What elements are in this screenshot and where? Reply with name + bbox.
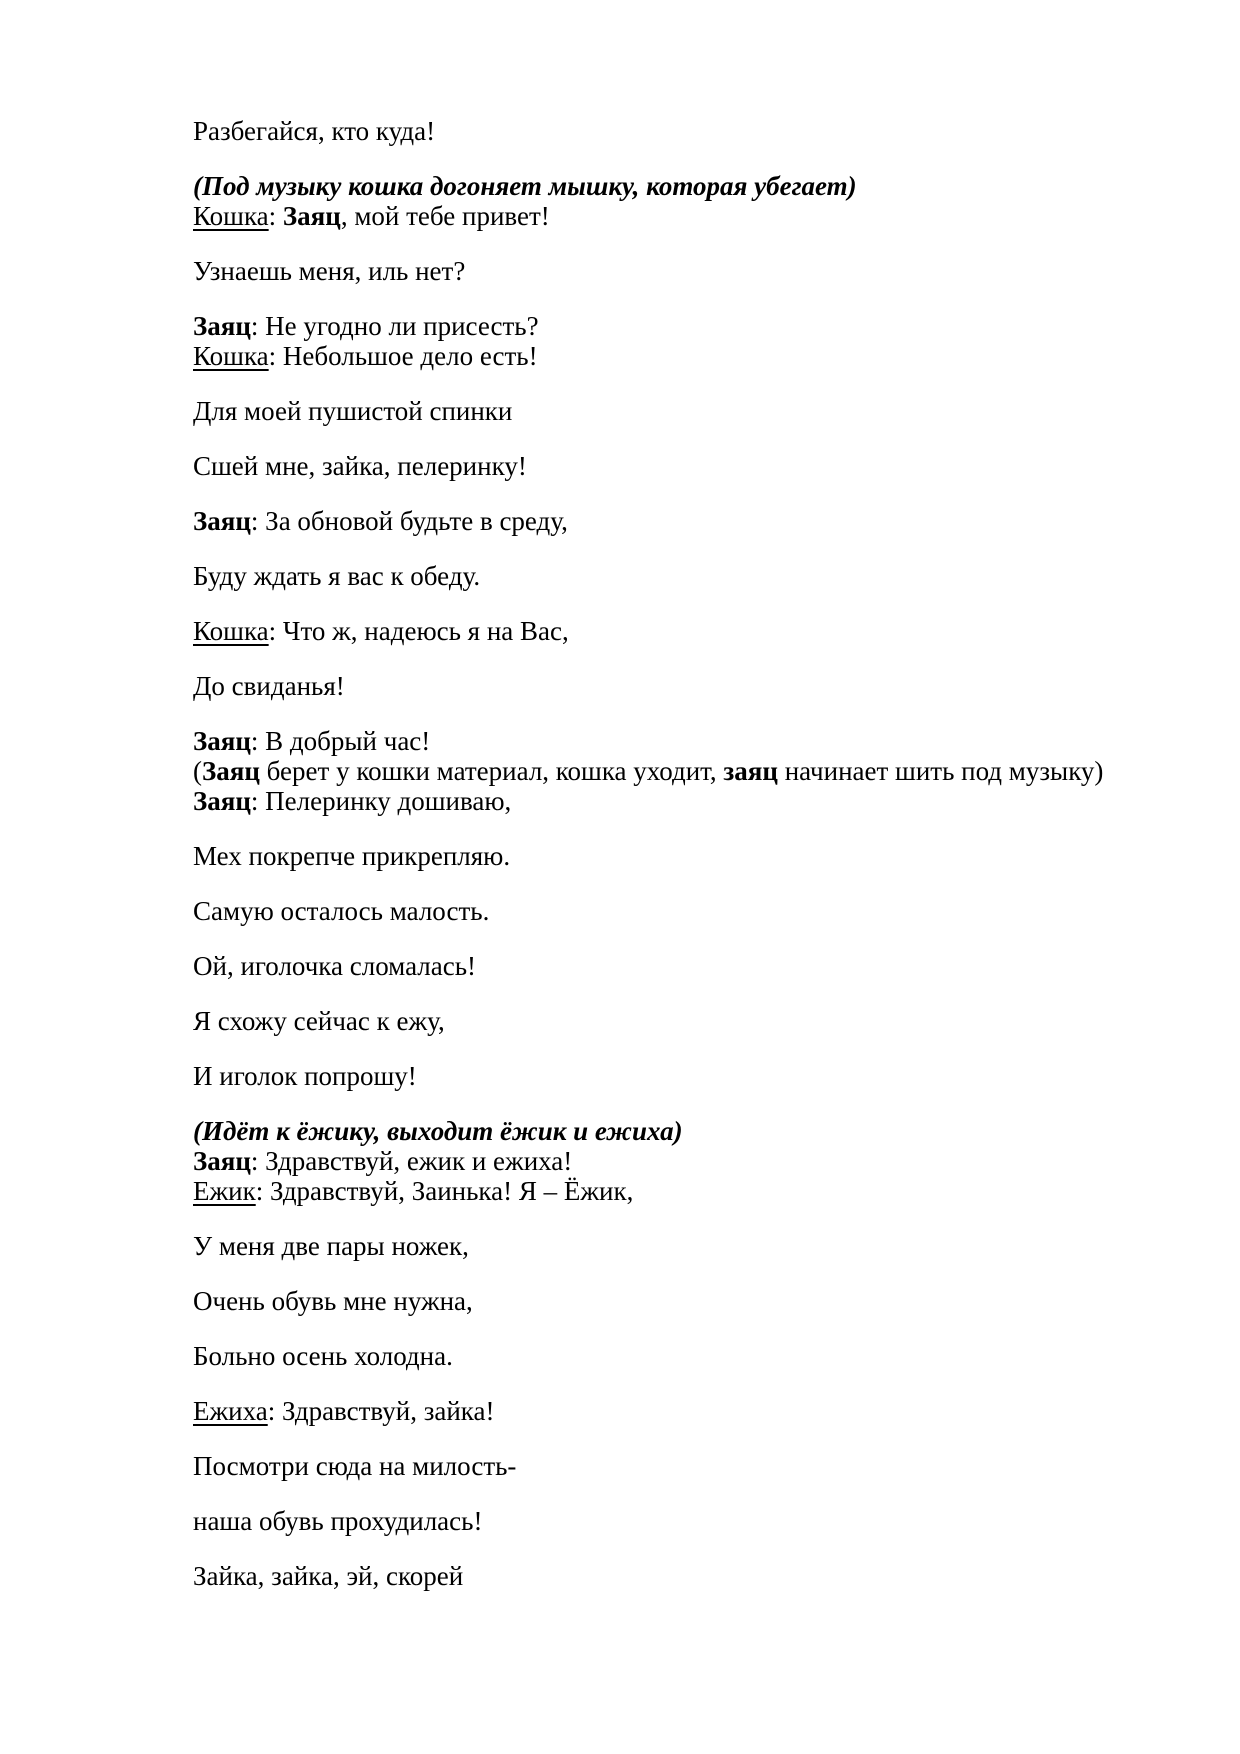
text-run: До свиданья! <box>193 671 345 701</box>
script-line <box>193 256 1200 286</box>
paragraph <box>193 1451 1200 1481</box>
script-line <box>193 311 1200 341</box>
script-line <box>193 951 1200 981</box>
script-line <box>193 896 1200 926</box>
paragraph <box>193 951 1200 981</box>
speaker-name: Кошка <box>193 201 269 231</box>
script-line <box>193 1506 1200 1536</box>
paragraph <box>193 256 1200 286</box>
text-run: : В добрый час! <box>250 726 431 756</box>
text-run: заяц <box>723 756 778 786</box>
paragraph <box>193 1506 1200 1536</box>
script-line <box>193 756 1200 786</box>
text-run: берет у кошки материал, кошка уходит, <box>259 756 724 786</box>
paragraph <box>193 451 1200 481</box>
text-run: Очень обувь мне нужна, <box>193 1286 473 1316</box>
script-line <box>193 506 1200 536</box>
text-run: , мой тебе привет! <box>340 201 550 231</box>
script-line <box>193 841 1200 871</box>
script-line <box>193 1176 1200 1206</box>
script-line <box>193 561 1200 591</box>
speaker-name: Заяц <box>193 726 251 756</box>
script-line <box>193 1231 1200 1261</box>
script-line <box>193 1146 1200 1176</box>
text-run: начинает шить под музыку) <box>777 756 1104 786</box>
paragraph <box>193 896 1200 926</box>
script-line <box>193 116 1200 146</box>
text-run: : <box>268 201 283 231</box>
text-run: Заяц <box>202 756 260 786</box>
paragraph <box>193 396 1200 426</box>
text-run: : Здравствуй, ежик и ежиха! <box>250 1146 573 1176</box>
paragraph <box>193 311 1200 371</box>
paragraph <box>193 506 1200 536</box>
text-run: : За обновой будьте в среду, <box>250 506 568 536</box>
paragraph <box>193 1116 1200 1206</box>
text-run: У меня две пары ножек, <box>193 1231 469 1261</box>
text-run: : Пелеринку дошиваю, <box>250 786 512 816</box>
paragraph <box>193 1006 1200 1036</box>
script-line <box>193 341 1200 371</box>
script-line <box>193 201 1200 231</box>
paragraph <box>193 1341 1200 1371</box>
text-run: : Небольшое дело есть! <box>268 341 538 371</box>
paragraph <box>193 1231 1200 1261</box>
text-run: Самую осталось малость. <box>193 896 490 926</box>
text-run: : Здравствуй, зайка! <box>267 1396 495 1426</box>
speaker-name: Заяц <box>193 786 251 816</box>
paragraph <box>193 171 1200 231</box>
paragraph <box>193 1561 1200 1591</box>
text-run: Зайка, зайка, эй, скорей <box>193 1561 464 1591</box>
script-line <box>193 1006 1200 1036</box>
text-run: наша обувь прохудилась! <box>193 1506 483 1536</box>
text-run: Для моей пушистой спинки <box>193 396 513 426</box>
speaker-name: Заяц <box>193 1146 251 1176</box>
script-line <box>193 1451 1200 1481</box>
speaker-name: Заяц <box>193 506 251 536</box>
paragraph <box>193 1061 1200 1091</box>
text-run: Сшей мне, зайка, пелеринку! <box>193 451 527 481</box>
text-run: ( <box>193 756 202 786</box>
text-run: Разбегайся, кто куда! <box>193 116 436 146</box>
speaker-name: Кошка <box>193 341 269 371</box>
script-line <box>193 616 1200 646</box>
script-line <box>193 1396 1200 1426</box>
text-run: Ой, иголочка сломалась! <box>193 951 477 981</box>
text-run: Я схожу сейчас к ежу, <box>193 1006 445 1036</box>
text-run: : Здравствуй, Заинька! Я – Ёжик, <box>255 1176 634 1206</box>
text-run: Заяц <box>282 201 341 231</box>
paragraph <box>193 1396 1200 1426</box>
text-run: : Не угодно ли присесть? <box>250 311 539 341</box>
text-run: Мех покрепче прикрепляю. <box>193 841 511 871</box>
paragraph <box>193 116 1200 146</box>
speaker-name: Заяц <box>193 311 251 341</box>
script-line <box>193 1061 1200 1091</box>
script-body <box>193 116 1200 1616</box>
paragraph <box>193 841 1200 871</box>
script-line <box>193 396 1200 426</box>
text-run: Узнаешь меня, иль нет? <box>193 256 466 286</box>
script-line <box>193 171 1200 201</box>
script-line <box>193 786 1200 816</box>
stage-direction: (Под музыку кошка догоняет мышку, которая убегает) <box>193 171 857 201</box>
paragraph <box>193 671 1200 701</box>
text-run: И иголок попрошу! <box>193 1061 417 1091</box>
script-line <box>193 1116 1200 1146</box>
script-line <box>193 1561 1200 1591</box>
speaker-name: Ежик <box>193 1176 256 1206</box>
paragraph <box>193 1286 1200 1316</box>
text-run: Больно осень холодна. <box>193 1341 453 1371</box>
paragraph <box>193 561 1200 591</box>
speaker-name: Кошка <box>193 616 269 646</box>
speaker-name: Ежиха <box>193 1396 268 1426</box>
script-line <box>193 1341 1200 1371</box>
paragraph <box>193 726 1200 816</box>
text-run: : Что ж, надеюсь я на Вас, <box>268 616 569 646</box>
text-run: Буду ждать я вас к обеду. <box>193 561 481 591</box>
paragraph <box>193 616 1200 646</box>
script-line <box>193 451 1200 481</box>
text-run: Посмотри сюда на милость- <box>193 1451 517 1481</box>
script-line <box>193 671 1200 701</box>
script-line <box>193 726 1200 756</box>
script-line <box>193 1286 1200 1316</box>
stage-direction: (Идёт к ёжику, выходит ёжик и ежиха) <box>193 1116 683 1146</box>
